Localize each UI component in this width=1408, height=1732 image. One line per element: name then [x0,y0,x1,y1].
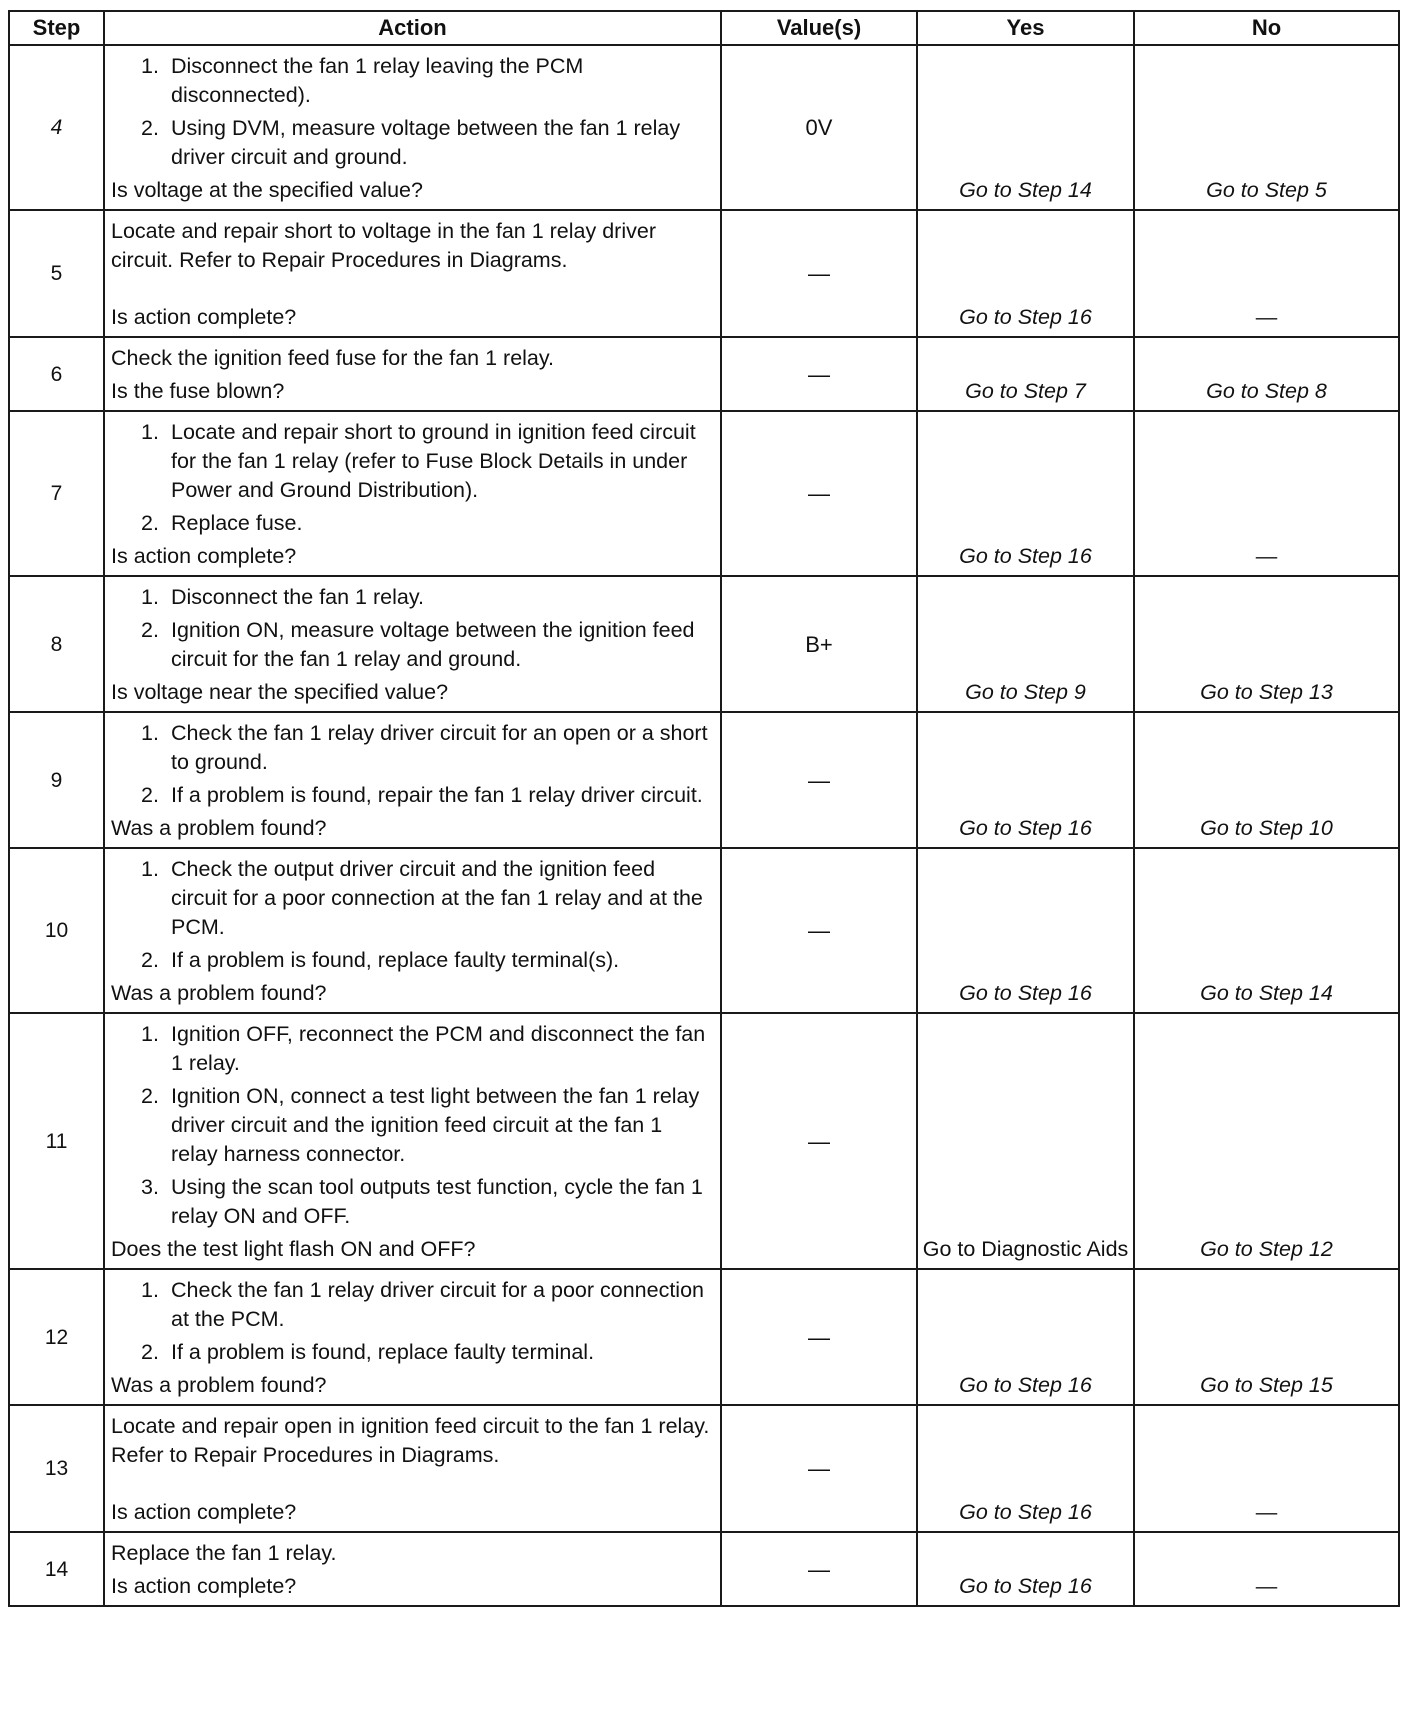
step-number: 4 [9,45,104,210]
value-cell: B+ [721,576,917,712]
value-cell: — [721,712,917,848]
no-cell: Go to Step 12 [1134,1013,1399,1269]
table-row [9,576,1399,712]
table-row [9,1013,1399,1269]
step-number: 9 [9,712,104,848]
action-item: 2. If a problem is found, repair the fan 1 relay driver circuit. [141,783,703,807]
diagnostic-table [8,10,1400,1607]
action-cell [104,1269,721,1405]
step-number: 8 [9,576,104,712]
action-item: 2. Ignition ON, measure voltage between the ignition feed circuit for the fan 1 relay and ground. [141,618,695,671]
table-row [9,1532,1399,1606]
table-row [9,45,1399,210]
action-text: Locate and repair open in ignition feed circuit to the fan 1 relay. Refer to Repair Procedures in Diagrams. [111,1414,710,1467]
no-cell: — [1134,1532,1399,1606]
step-number: 11 [9,1013,104,1269]
action-text: Replace the fan 1 relay. [111,1541,337,1565]
header-yes: Yes [917,11,1134,45]
action-question: Was a problem found? [111,816,327,840]
action-item: 1. Check the fan 1 relay driver circuit for a poor connection at the PCM. [141,1278,704,1331]
yes-cell: Go to Step 16 [917,210,1134,337]
action-cell [104,1532,721,1606]
action-item: 1. Check the output driver circuit and the ignition feed circuit for a poor connection at the fan 1 relay and at the PCM. [141,857,703,939]
yes-cell: Go to Step 16 [917,411,1134,576]
action-cell [104,1013,721,1269]
no-cell: — [1134,210,1399,337]
header-no: No [1134,11,1399,45]
step-number: 6 [9,337,104,411]
value-cell: — [721,1405,917,1532]
action-item: 1. Locate and repair short to ground in ignition feed circuit for the fan 1 relay (refer to Fuse Block Details in under Power and Ground Distribution). [141,420,696,502]
action-item: 1. Ignition OFF, reconnect the PCM and disconnect the fan 1 relay. [141,1022,706,1075]
table-row [9,1269,1399,1405]
no-cell: — [1134,411,1399,576]
table-row [9,1405,1399,1532]
action-item: 1. Check the fan 1 relay driver circuit for an open or a short to ground. [141,721,708,774]
table-row [9,712,1399,848]
table-row [9,337,1399,411]
step-number: 13 [9,1405,104,1532]
header-action: Action [104,11,721,45]
action-cell [104,210,721,337]
yes-cell: Go to Step 9 [917,576,1134,712]
table-row [9,210,1399,337]
value-cell: — [721,210,917,337]
yes-cell: Go to Step 16 [917,1405,1134,1532]
action-question: Is the fuse blown? [111,379,285,403]
no-cell: Go to Step 5 [1134,45,1399,210]
yes-cell: Go to Step 16 [917,712,1134,848]
action-question: Is action complete? [111,305,297,329]
action-text: Check the ignition feed fuse for the fan 1 relay. [111,346,555,370]
action-item: 1. Disconnect the fan 1 relay. [141,585,424,609]
action-item: 2. If a problem is found, replace faulty terminal. [141,1340,595,1364]
value-cell: — [721,848,917,1013]
step-number: 10 [9,848,104,1013]
yes-cell: Go to Step 16 [917,1532,1134,1606]
action-question: Is voltage near the specified value? [111,680,449,704]
action-item: 3. Using the scan tool outputs test function, cycle the fan 1 relay ON and OFF. [141,1175,703,1228]
action-cell [104,576,721,712]
yes-cell: Go to Step 16 [917,1269,1134,1405]
no-cell: Go to Step 14 [1134,848,1399,1013]
no-cell: — [1134,1405,1399,1532]
diagnostic-table-container [8,10,1398,1607]
action-item: 2. Ignition ON, connect a test light between the fan 1 relay driver circuit and the ignition feed circuit at the fan 1 relay harness connector. [141,1084,700,1166]
value-cell: — [721,1269,917,1405]
step-number: 12 [9,1269,104,1405]
no-cell: Go to Step 8 [1134,337,1399,411]
no-cell: Go to Step 10 [1134,712,1399,848]
action-cell [104,848,721,1013]
header-row [9,11,1399,45]
value-cell: — [721,1013,917,1269]
action-cell [104,1405,721,1532]
no-cell: Go to Step 13 [1134,576,1399,712]
action-question: Is action complete? [111,1574,297,1598]
action-text: Locate and repair short to voltage in the fan 1 relay driver circuit. Refer to Repair Procedures in Diagrams. [111,219,656,272]
action-question: Is action complete? [111,1500,297,1524]
action-item: 1. Disconnect the fan 1 relay leaving the PCM disconnected). [141,54,584,107]
action-question: Is voltage at the specified value? [111,178,423,202]
yes-cell: Go to Step 16 [917,848,1134,1013]
yes-cell: Go to Step 14 [917,45,1134,210]
yes-cell: Go to Step 7 [917,337,1134,411]
action-question: Is action complete? [111,544,297,568]
no-cell: Go to Step 15 [1134,1269,1399,1405]
action-cell [104,712,721,848]
header-values: Value(s) [721,11,917,45]
action-cell [104,45,721,210]
step-number: 7 [9,411,104,576]
action-question: Does the test light flash ON and OFF? [111,1237,476,1261]
action-question: Was a problem found? [111,981,327,1005]
step-number: 14 [9,1532,104,1606]
step-number: 5 [9,210,104,337]
value-cell: — [721,411,917,576]
action-cell [104,337,721,411]
action-question: Was a problem found? [111,1373,327,1397]
action-item: 2. Using DVM, measure voltage between the fan 1 relay driver circuit and ground. [141,116,681,169]
action-cell [104,411,721,576]
header-step: Step [9,11,104,45]
value-cell: — [721,1532,917,1606]
yes-cell: Go to Diagnostic Aids [917,1013,1134,1269]
action-item: 2. If a problem is found, replace faulty terminal(s). [141,948,620,972]
action-item: 2. Replace fuse. [141,511,303,535]
value-cell: — [721,337,917,411]
value-cell: 0V [721,45,917,210]
table-row [9,411,1399,576]
table-row [9,848,1399,1013]
